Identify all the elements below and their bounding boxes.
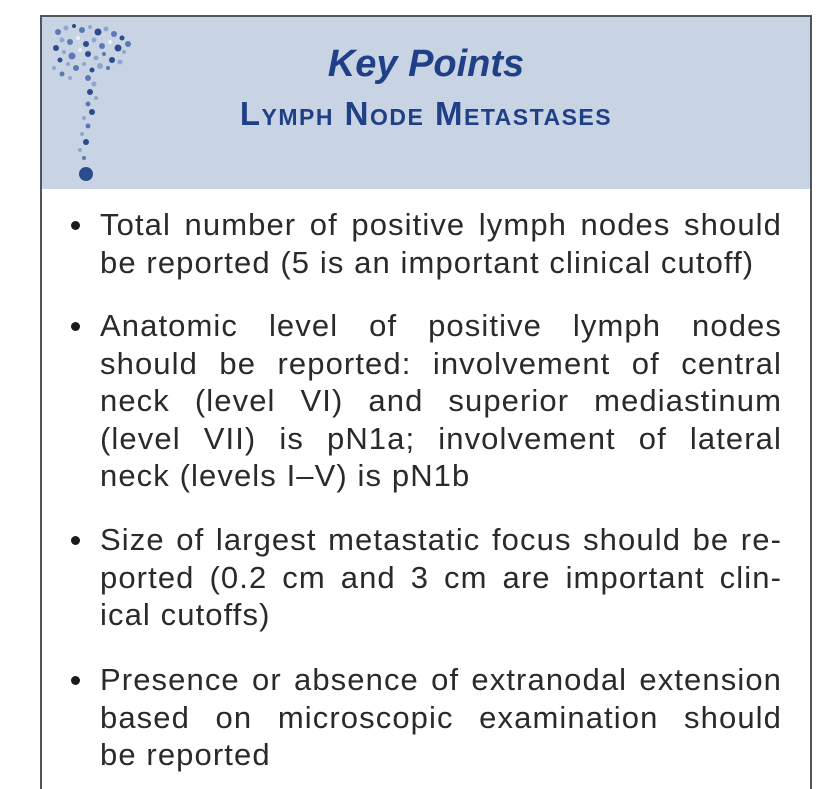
bullet-line: based on microscopic examination should xyxy=(100,699,782,735)
bullet-line: be reported xyxy=(100,737,271,772)
box-title: Key Points xyxy=(327,43,525,85)
bullet-line: neck (levels I–V) is pN1b xyxy=(100,458,471,493)
bullet-dot xyxy=(71,536,80,545)
bullet-text xyxy=(100,206,782,281)
bullet-line: (level VII) is pN1a; involvement of lateral xyxy=(100,420,782,456)
lymph-node-end-dot xyxy=(79,167,93,181)
bullet-dot xyxy=(71,676,80,685)
bullet-dot xyxy=(71,221,80,230)
bullet-line: be reported (5 is an important clinical cutoff) xyxy=(100,244,755,280)
key-points-box xyxy=(40,15,812,789)
bullet-dot xyxy=(71,322,80,331)
key-points-header xyxy=(42,17,810,189)
bullet-line: should be reported: involvement of central xyxy=(100,345,782,381)
bullet-text xyxy=(100,661,782,774)
box-subtitle: Lymph Node Metastases xyxy=(239,95,613,132)
bullet-line: Anatomic level of positive lymph nodes xyxy=(100,308,782,343)
bullet-text xyxy=(100,521,782,634)
bullet-line: Total number of positive lymph nodes should xyxy=(100,207,782,242)
bullet-line: neck (level VI) and superior mediastinum xyxy=(100,383,782,418)
bullet-line: ported (0.2 cm and 3 cm are important clin- xyxy=(100,559,782,595)
bullet-line: ical cutoffs) xyxy=(100,597,271,632)
bullet-text xyxy=(100,307,782,495)
bullet-line: Size of largest metastatic focus should be re- xyxy=(100,522,782,557)
bullet-line: Presence or absence of extranodal extension xyxy=(100,662,782,697)
